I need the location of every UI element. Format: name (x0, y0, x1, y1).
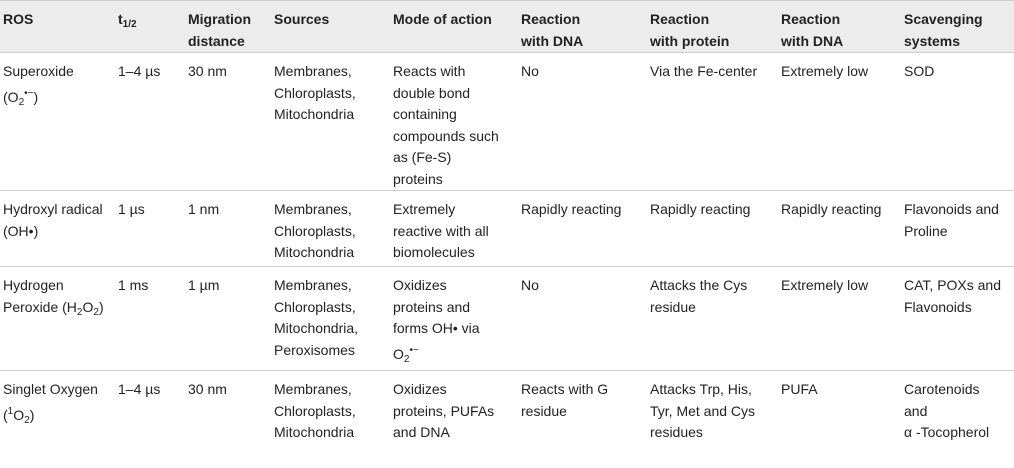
cell-protein: Attacks Trp, His, Tyr, Met and Cys residues (650, 381, 756, 440)
cell-dna-2: Rapidly reacting (781, 191, 904, 267)
cell-migration: 1 µm (188, 267, 274, 371)
cell-dna-1: No (521, 267, 650, 371)
cell-ros: Hydroxyl radical (OH•) (0, 191, 118, 267)
header-reaction-protein: Reaction with protein (650, 1, 781, 53)
cell-migration: 30 nm (188, 53, 274, 191)
cell-mode: Reacts with double bond containing compounds such as (Fe-S) proteins (393, 53, 521, 191)
cell-half-life: 1 ms (118, 267, 188, 371)
cell-dna-1: No (521, 53, 650, 191)
cell-mode: Oxidizes proteins, PUFAs and DNA (393, 381, 495, 440)
header-ros: ROS (0, 1, 118, 53)
table-row (0, 191, 1014, 267)
header-sources: Sources (274, 1, 393, 53)
cell-dna-2: PUFA (781, 381, 818, 397)
header-reaction-dna-2: Reaction with DNA (781, 1, 904, 53)
cell-dna-1: Reacts with G residue (521, 381, 609, 419)
cell-half-life: 1–4 µs (118, 53, 188, 191)
table-row (0, 371, 1014, 468)
table-row (0, 267, 1014, 371)
cell-dna-2: Extremely low (781, 53, 904, 191)
header-mode-of-action: Mode of action (393, 1, 521, 53)
cell-protein: Rapidly reacting (650, 191, 781, 267)
cell-sources: Membranes, Chloroplasts, Mitochondria, Peroxisomes (274, 267, 393, 371)
cell-protein: Attacks the Cys residue (650, 267, 781, 371)
header-migration-distance: Migration distance (188, 1, 274, 53)
cell-scavenging: CAT, POXs and Flavonoids (904, 267, 1014, 371)
cell-scavenging: Flavonoids and Proline (904, 191, 1014, 267)
header-scavenging-systems: Scavenging systems (904, 1, 1014, 53)
cell-half-life: 1–4 µs (118, 381, 161, 397)
cell-dna-1: Rapidly reacting (521, 191, 650, 267)
cell-ros: Superoxide $(O_2^{•-})$ (0, 53, 118, 191)
header-half-life: $t_{1/2}$ (118, 1, 188, 53)
cell-half-life: 1 µs (118, 191, 188, 267)
cell-dna-2: Extremely low (781, 267, 904, 371)
cell-migration: 30 nm (188, 381, 227, 397)
cell-mode: Extremely reactive with all biomolecules (393, 191, 521, 267)
cell-sources: Membranes, Chloroplasts, Mitochondria (274, 381, 356, 440)
cell-sources: Membranes, Chloroplasts, Mitochondria (274, 53, 393, 191)
cell-migration: 1 nm (188, 191, 274, 267)
header-row (0, 1, 1014, 53)
cell-sources: Membranes, Chloroplasts, Mitochondria (274, 191, 393, 267)
header-reaction-dna-1: Reaction with DNA (521, 1, 650, 53)
cell-protein: Via the Fe-center (650, 53, 781, 191)
cell-mode: Oxidizes proteins and forms OH• via $O_2^{•-}$ (393, 267, 521, 371)
cell-scavenging: Carotenoids and α -Tocopherol (904, 381, 990, 440)
cell-ros: Hydrogen Peroxide $(H_2O_2)$ (0, 267, 118, 371)
cell-ros: Singlet Oxygen $(^1O_2)$ (3, 381, 98, 426)
table-row (0, 53, 1014, 191)
cell-scavenging: SOD (904, 53, 1014, 191)
